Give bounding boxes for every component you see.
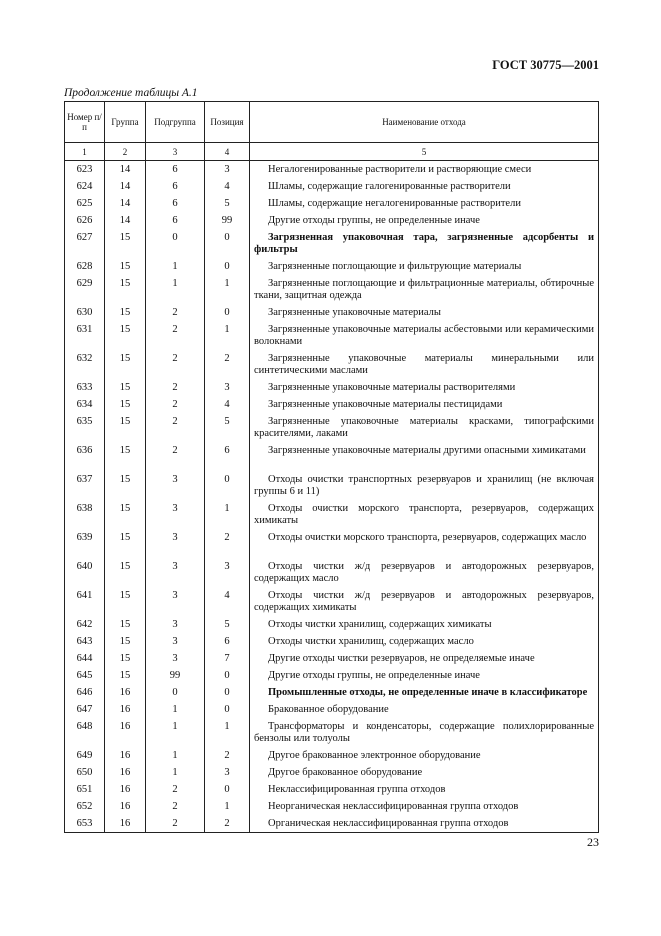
row-position: 3	[205, 558, 250, 587]
row-name: Шламы, содержащие негалогенированные растворители	[250, 195, 599, 212]
row-name: Другое бракованное электронное оборудование	[250, 747, 599, 764]
row-name: Бракованное оборудование	[250, 701, 599, 718]
row-name: Другое бракованное оборудование	[250, 764, 599, 781]
row-group: 15	[105, 633, 146, 650]
table-row	[65, 815, 599, 833]
row-position: 0	[205, 229, 250, 258]
row-group: 16	[105, 747, 146, 764]
table-row	[65, 178, 599, 195]
row-position: 4	[205, 396, 250, 413]
row-name: Шламы, содержащие галогенированные растворители	[250, 178, 599, 195]
row-subgroup: 6	[146, 161, 205, 179]
row-subgroup: 1	[146, 701, 205, 718]
row-subgroup: 2	[146, 442, 205, 471]
row-subgroup: 1	[146, 764, 205, 781]
row-position: 1	[205, 500, 250, 529]
col-number: 5	[250, 143, 599, 161]
row-group: 16	[105, 701, 146, 718]
row-number: 634	[65, 396, 105, 413]
table-row	[65, 718, 599, 747]
row-position: 1	[205, 718, 250, 747]
row-number: 645	[65, 667, 105, 684]
table-row	[65, 161, 599, 179]
row-number: 648	[65, 718, 105, 747]
row-subgroup: 2	[146, 379, 205, 396]
row-subgroup: 2	[146, 815, 205, 833]
row-number: 630	[65, 304, 105, 321]
row-group: 15	[105, 258, 146, 275]
row-group: 15	[105, 379, 146, 396]
row-name: Промышленные отходы, не определенные иначе в классификаторе	[250, 684, 599, 701]
table-row	[65, 471, 599, 500]
row-name: Загрязненные упаковочные материалы растворителями	[250, 379, 599, 396]
row-position: 0	[205, 781, 250, 798]
row-number: 632	[65, 350, 105, 379]
row-number: 642	[65, 616, 105, 633]
row-name: Загрязненные поглощающие и фильтрующие материалы	[250, 258, 599, 275]
row-name: Другие отходы группы, не определенные иначе	[250, 212, 599, 229]
table-row	[65, 798, 599, 815]
row-position: 2	[205, 747, 250, 764]
row-subgroup: 0	[146, 684, 205, 701]
row-group: 14	[105, 195, 146, 212]
row-number: 643	[65, 633, 105, 650]
table-row	[65, 616, 599, 633]
row-position: 0	[205, 684, 250, 701]
row-number: 639	[65, 529, 105, 558]
row-group: 15	[105, 500, 146, 529]
row-subgroup: 6	[146, 195, 205, 212]
row-number: 652	[65, 798, 105, 815]
table-caption: Продолжение таблицы А.1	[64, 87, 198, 99]
table-row	[65, 321, 599, 350]
table-row	[65, 258, 599, 275]
row-number: 649	[65, 747, 105, 764]
table-row	[65, 396, 599, 413]
table-row	[65, 195, 599, 212]
row-name: Загрязненные упаковочные материалы другими опасными химикатами	[250, 442, 599, 471]
row-subgroup: 3	[146, 529, 205, 558]
row-name: Загрязненная упаковочная тара, загрязненные адсорбенты и фильтры	[250, 229, 599, 258]
row-position: 2	[205, 815, 250, 833]
table-row	[65, 781, 599, 798]
waste-table	[64, 101, 599, 833]
table-row	[65, 379, 599, 396]
row-number: 637	[65, 471, 105, 500]
row-number: 628	[65, 258, 105, 275]
row-number: 627	[65, 229, 105, 258]
page-number: 23	[587, 835, 599, 849]
table-row	[65, 684, 599, 701]
row-group: 15	[105, 558, 146, 587]
row-number: 651	[65, 781, 105, 798]
row-group: 15	[105, 650, 146, 667]
row-number: 631	[65, 321, 105, 350]
row-position: 0	[205, 304, 250, 321]
row-number: 625	[65, 195, 105, 212]
table-row	[65, 650, 599, 667]
table-row	[65, 442, 599, 471]
row-name: Отходы чистки хранилищ, содержащих химикаты	[250, 616, 599, 633]
table-row	[65, 747, 599, 764]
row-group: 16	[105, 764, 146, 781]
row-name: Неклассифицированная группа отходов	[250, 781, 599, 798]
row-number: 644	[65, 650, 105, 667]
row-group: 15	[105, 275, 146, 304]
row-name: Загрязненные упаковочные материалы красками, типографскими красителями, лаками	[250, 413, 599, 442]
row-position: 0	[205, 667, 250, 684]
table-row	[65, 764, 599, 781]
row-position: 5	[205, 413, 250, 442]
table-body	[65, 161, 599, 833]
row-group: 16	[105, 815, 146, 833]
row-position: 0	[205, 258, 250, 275]
table-row	[65, 667, 599, 684]
table-row	[65, 275, 599, 304]
row-subgroup: 6	[146, 212, 205, 229]
row-name: Отходы очистки транспортных резервуаров и хранилищ (не включая группы 6 и 11)	[250, 471, 599, 500]
row-subgroup: 1	[146, 718, 205, 747]
row-position: 3	[205, 161, 250, 179]
column-number-row	[65, 143, 599, 161]
row-name: Отходы чистки хранилищ, содержащих масло	[250, 633, 599, 650]
row-number: 623	[65, 161, 105, 179]
row-number: 653	[65, 815, 105, 833]
row-subgroup: 1	[146, 258, 205, 275]
row-name: Отходы очистки морского транспорта, резервуаров, содержащих масло	[250, 529, 599, 558]
col-header-name: Наименование отхода	[250, 102, 599, 143]
row-group: 15	[105, 529, 146, 558]
row-group: 15	[105, 396, 146, 413]
row-name: Неорганическая неклассифицированная группа отходов	[250, 798, 599, 815]
row-group: 14	[105, 161, 146, 179]
row-position: 1	[205, 275, 250, 304]
row-subgroup: 3	[146, 633, 205, 650]
row-subgroup: 2	[146, 781, 205, 798]
row-subgroup: 2	[146, 350, 205, 379]
row-group: 14	[105, 178, 146, 195]
table-row	[65, 558, 599, 587]
col-header-position: Позиция	[205, 102, 250, 143]
row-number: 638	[65, 500, 105, 529]
row-position: 3	[205, 764, 250, 781]
col-header-number: Номер п/п	[65, 102, 105, 143]
row-subgroup: 2	[146, 413, 205, 442]
row-subgroup: 2	[146, 396, 205, 413]
row-name: Отходы очистки морского транспорта, резервуаров, содержащих химикаты	[250, 500, 599, 529]
row-name: Загрязненные поглощающие и фильтрационные материалы, обтирочные ткани, защитная одежда	[250, 275, 599, 304]
row-subgroup: 3	[146, 650, 205, 667]
row-position: 5	[205, 195, 250, 212]
table-row	[65, 304, 599, 321]
row-position: 6	[205, 442, 250, 471]
row-group: 15	[105, 587, 146, 616]
col-number: 2	[105, 143, 146, 161]
row-number: 650	[65, 764, 105, 781]
row-number: 626	[65, 212, 105, 229]
row-group: 15	[105, 471, 146, 500]
row-position: 3	[205, 379, 250, 396]
row-subgroup: 2	[146, 798, 205, 815]
row-subgroup: 3	[146, 558, 205, 587]
row-group: 15	[105, 413, 146, 442]
table-row	[65, 633, 599, 650]
row-number: 635	[65, 413, 105, 442]
row-subgroup: 3	[146, 471, 205, 500]
row-subgroup: 1	[146, 747, 205, 764]
row-subgroup: 3	[146, 616, 205, 633]
table-row	[65, 500, 599, 529]
row-group: 16	[105, 684, 146, 701]
row-number: 633	[65, 379, 105, 396]
row-position: 1	[205, 321, 250, 350]
table-row	[65, 350, 599, 379]
row-number: 641	[65, 587, 105, 616]
row-subgroup: 2	[146, 321, 205, 350]
table-row	[65, 529, 599, 558]
col-number: 3	[146, 143, 205, 161]
row-group: 15	[105, 442, 146, 471]
row-name: Отходы чистки ж/д резервуаров и автодорожных резервуаров, содержащих масло	[250, 558, 599, 587]
row-position: 4	[205, 587, 250, 616]
row-position: 0	[205, 471, 250, 500]
row-group: 16	[105, 781, 146, 798]
row-position: 0	[205, 701, 250, 718]
col-number: 1	[65, 143, 105, 161]
row-position: 2	[205, 529, 250, 558]
row-group: 15	[105, 304, 146, 321]
row-position: 4	[205, 178, 250, 195]
row-name: Другие отходы группы, не определенные иначе	[250, 667, 599, 684]
col-header-subgroup: Подгруппа	[146, 102, 205, 143]
row-group: 15	[105, 350, 146, 379]
row-subgroup: 2	[146, 304, 205, 321]
row-name: Органическая неклассифицированная группа отходов	[250, 815, 599, 833]
row-group: 15	[105, 321, 146, 350]
table-row	[65, 229, 599, 258]
row-name: Загрязненные упаковочные материалы асбестовыми или керамическими волокнами	[250, 321, 599, 350]
row-subgroup: 6	[146, 178, 205, 195]
row-number: 646	[65, 684, 105, 701]
row-position: 2	[205, 350, 250, 379]
row-name: Другие отходы чистки резервуаров, не определяемые иначе	[250, 650, 599, 667]
row-subgroup: 1	[146, 275, 205, 304]
table-row	[65, 413, 599, 442]
table-header-row	[65, 102, 599, 143]
row-number: 624	[65, 178, 105, 195]
row-name: Негалогенированные растворители и растворяющие смеси	[250, 161, 599, 179]
row-name: Загрязненные упаковочные материалы минеральными или синтетическими маслами	[250, 350, 599, 379]
document-standard-header: ГОСТ 30775—2001	[492, 58, 599, 72]
row-subgroup: 99	[146, 667, 205, 684]
row-name: Трансформаторы и конденсаторы, содержащие полихлорированные бензолы или толуолы	[250, 718, 599, 747]
col-header-group: Группа	[105, 102, 146, 143]
row-position: 6	[205, 633, 250, 650]
table-row	[65, 212, 599, 229]
row-subgroup: 3	[146, 587, 205, 616]
row-group: 16	[105, 798, 146, 815]
row-number: 629	[65, 275, 105, 304]
row-name: Отходы чистки ж/д резервуаров и автодорожных резервуаров, содержащих химикаты	[250, 587, 599, 616]
col-number: 4	[205, 143, 250, 161]
row-subgroup: 3	[146, 500, 205, 529]
row-position: 5	[205, 616, 250, 633]
row-number: 636	[65, 442, 105, 471]
row-group: 15	[105, 616, 146, 633]
row-subgroup: 0	[146, 229, 205, 258]
row-group: 16	[105, 718, 146, 747]
row-name: Загрязненные упаковочные материалы пестицидами	[250, 396, 599, 413]
row-number: 640	[65, 558, 105, 587]
table-row	[65, 701, 599, 718]
row-position: 99	[205, 212, 250, 229]
row-group: 15	[105, 229, 146, 258]
row-group: 15	[105, 667, 146, 684]
row-number: 647	[65, 701, 105, 718]
row-position: 7	[205, 650, 250, 667]
row-group: 14	[105, 212, 146, 229]
table-row	[65, 587, 599, 616]
row-name: Загрязненные упаковочные материалы	[250, 304, 599, 321]
row-position: 1	[205, 798, 250, 815]
